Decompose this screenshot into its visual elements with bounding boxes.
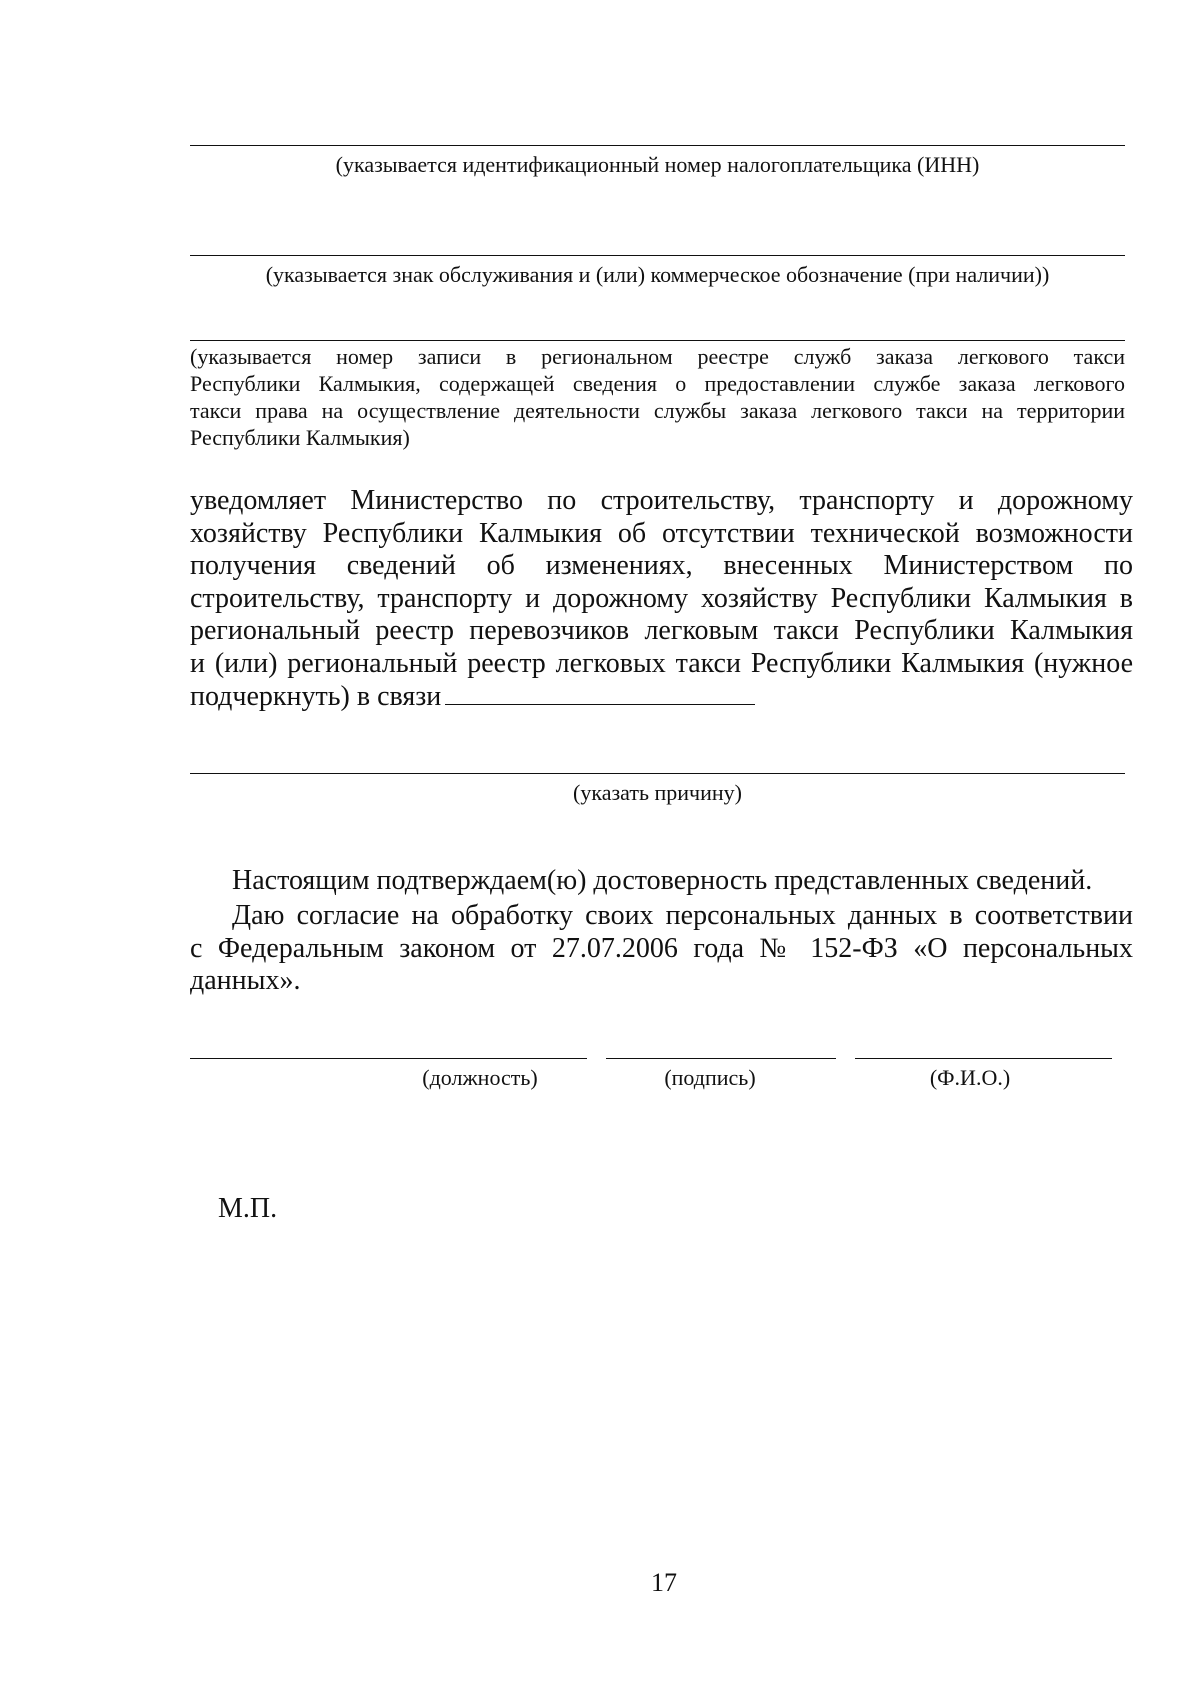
caption-line: (указывается номер записи в региональном реестре служб заказа легкового такси xyxy=(190,344,1125,369)
paragraph-line: Даю согласие на обработку своих персональных данных в соответствии xyxy=(232,900,1133,931)
registry-record-caption xyxy=(190,343,1125,451)
reason-caption: (указать причину) xyxy=(573,780,742,805)
paragraph-line: и (или) региональный реестр легковых такси Республики Калмыкия (нужное xyxy=(190,647,1133,679)
signature-fill-line xyxy=(606,1058,836,1059)
paragraph-line-text: подчеркнуть) в связи xyxy=(190,681,442,712)
consent-paragraph xyxy=(190,900,1133,998)
caption-line: такси права на осуществление деятельности службы заказа легкового такси на территории xyxy=(190,398,1125,423)
position-caption: (должность) xyxy=(422,1065,538,1090)
registry-record-fill-line xyxy=(190,340,1125,341)
reason-inline-fill-line xyxy=(445,680,755,705)
seal-label: М.П. xyxy=(218,1193,278,1224)
paragraph-line: региональный реестр перевозчиков легковым такси Республики Калмыкия xyxy=(190,615,1133,646)
confirmation-text: Настоящим подтверждаем(ю) достоверность представленных сведений. xyxy=(232,865,1093,896)
position-fill-line xyxy=(190,1058,587,1059)
inn-caption: (указывается идентификационный номер налогоплательщика (ИНН) xyxy=(335,152,980,177)
reason-fill-line xyxy=(190,773,1125,774)
caption-line: Республики Калмыкия) xyxy=(190,425,410,450)
full-name-caption: (Ф.И.О.) xyxy=(929,1065,1011,1090)
paragraph-line: получения сведений об изменениях, внесенных Министерством по xyxy=(190,550,1133,581)
notification-paragraph xyxy=(190,485,1133,713)
paragraph-line: с Федеральным законом от 27.07.2006 года № 152-ФЗ «О персональных xyxy=(190,932,1133,964)
paragraph-line xyxy=(190,680,1133,713)
service-mark-fill-line xyxy=(190,255,1125,256)
caption-line: Республики Калмыкия, содержащей сведения о предоставлении службе заказа легкового xyxy=(190,371,1125,396)
paragraph-line: хозяйству Республики Калмыкия об отсутствии технической возможности xyxy=(190,517,1133,549)
page-number: 17 xyxy=(651,1568,677,1597)
signature-caption: (подпись) xyxy=(664,1065,756,1090)
full-name-fill-line xyxy=(855,1058,1112,1059)
paragraph-line: уведомляет Министерство по строительству, транспорту и дорожному xyxy=(190,485,1133,516)
service-mark-caption: (указывается знак обслуживания и (или) коммерческое обозначение (при наличии)) xyxy=(265,262,1050,287)
paragraph-line: данных». xyxy=(190,965,301,996)
paragraph-line: строительству, транспорту и дорожному хозяйству Республики Калмыкия в xyxy=(190,582,1133,614)
inn-fill-line xyxy=(190,145,1125,146)
